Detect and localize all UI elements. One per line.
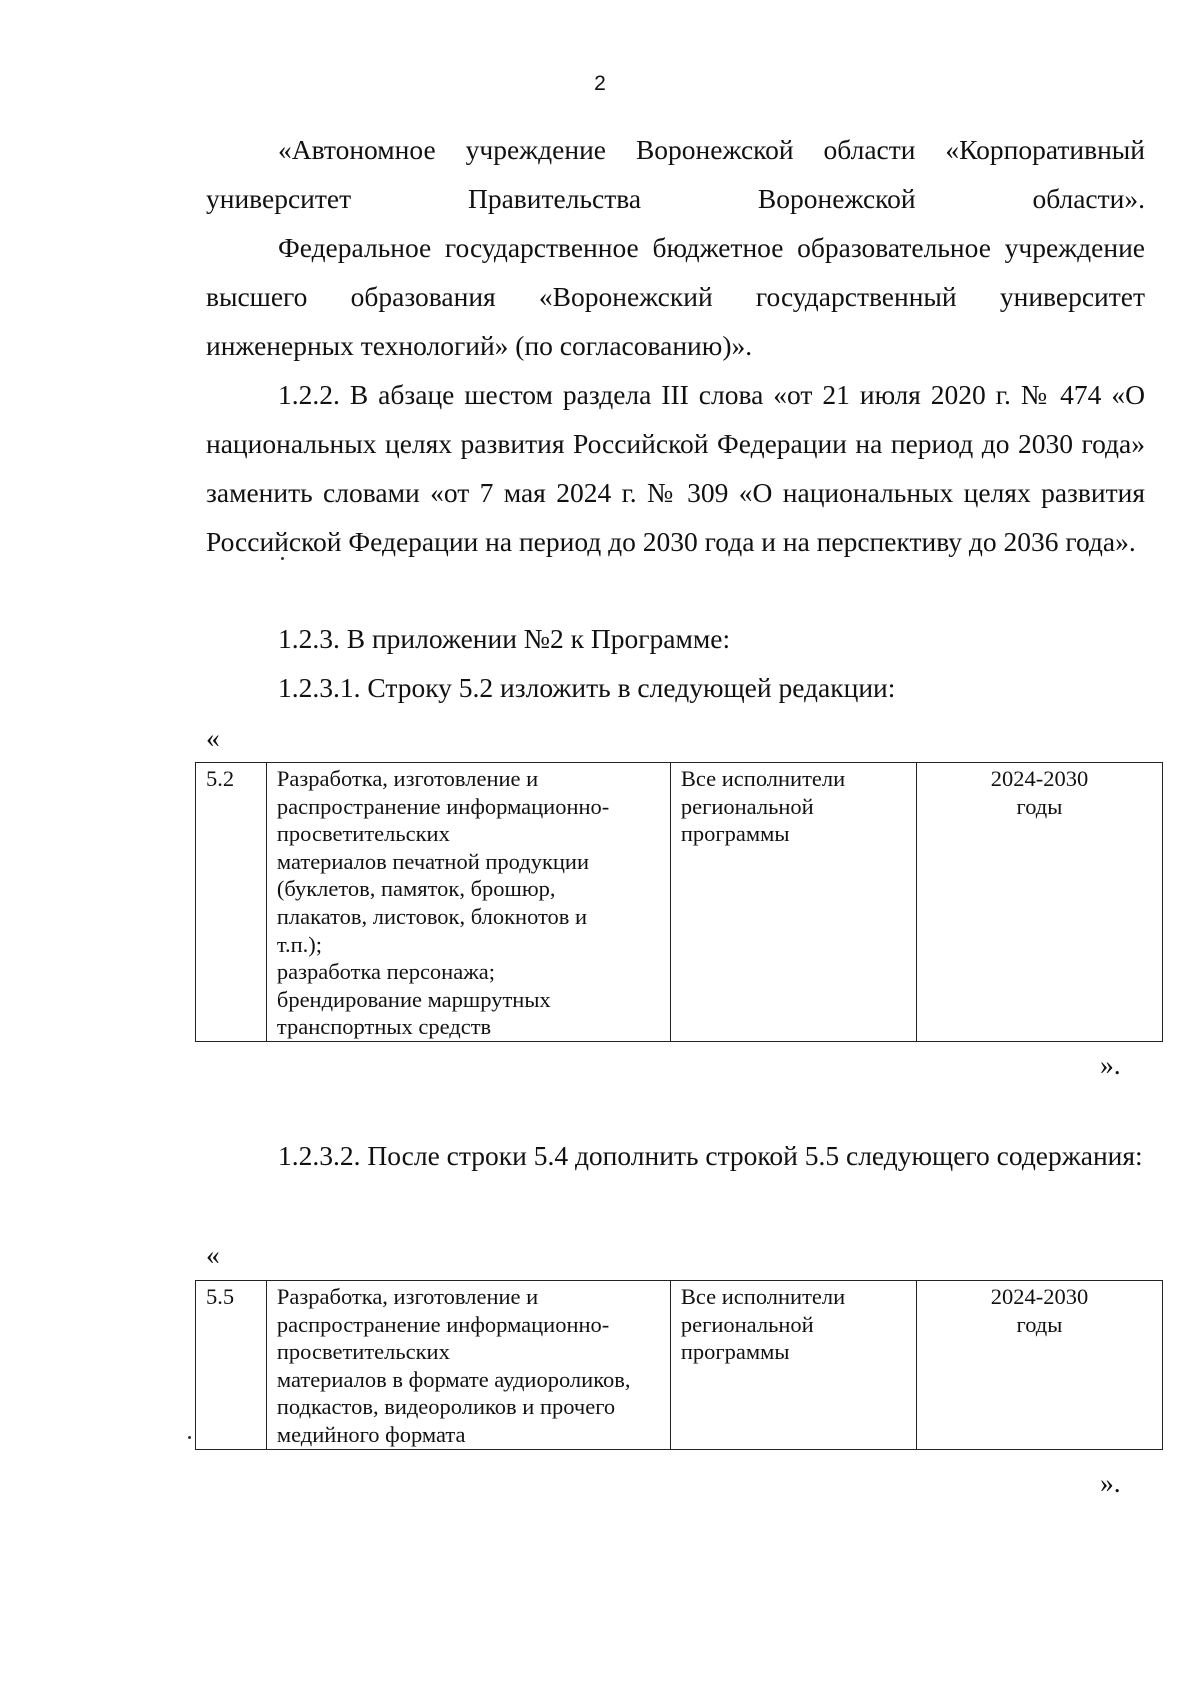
term-unit: годы [1016,793,1063,819]
description-line: (буклетов, памяток, брошюр, [276,876,556,902]
description-line: т.п.); [276,931,323,957]
table-row-5-2 [195,762,1163,1042]
term-cell [916,1281,1162,1450]
description-line: просветительских [276,1339,450,1365]
row-number-cell [196,763,267,1042]
table-row [196,1281,1163,1450]
description-line: плакатов, листовок, блокнотов и [276,903,588,929]
scan-speck [281,557,284,560]
description-line: материалов печатной продукции [276,848,590,874]
description-line: медийного формата [276,1421,466,1447]
term-years: 2024-2030 [990,1284,1089,1309]
description-line: просветительских [276,821,450,847]
executors-line: программы [680,821,790,847]
closing-quote-mark: ». [1100,1467,1121,1498]
paragraph-vsuet: Федеральное государственное бюджетное образовательное учреждение высшего образования «Воронежский государственный университет инженерных технологий» (по согласованию)». [206,232,1145,361]
term-cell [916,763,1162,1042]
term-unit: годы [1016,1311,1063,1337]
description-cell [266,1281,670,1450]
description-line: брендирование маршрутных [276,986,551,1012]
description-line: распространение информационно- [276,1311,610,1337]
row-number-cell [196,1281,267,1450]
description-line: Разработка, изготовление и [276,1284,539,1309]
executors-line: Все исполнители [680,1284,846,1309]
scan-speck [188,1436,191,1439]
opening-quote-mark: « [206,722,220,753]
description-line: подкастов, видеороликов и прочего [276,1394,616,1420]
description-line: разработка персонажа; [276,959,495,985]
table-row [196,763,1163,1042]
closing-quote-mark: ». [1100,1049,1121,1080]
paragraph-1-2-3-1: 1.2.3.1. Строку 5.2 изложить в следующей редакции: [278,672,896,703]
description-line: транспортных средств [276,1014,492,1040]
paragraph-1-2-3: 1.2.3. В приложении №2 к Программе: [278,623,731,654]
executors-line: Все исполнители [680,766,846,791]
opening-quote-mark: « [206,1239,220,1270]
executors-line: региональной [680,1311,814,1337]
description-line: материалов в формате аудиороликов, [276,1366,631,1392]
paragraph-1-2-3-2: 1.2.3.2. После строки 5.4 дополнить строкой 5.5 следующего содержания: [278,1140,1143,1171]
row-number: 5.2 [206,766,235,791]
executors-line: программы [680,1339,790,1365]
executors-cell [670,763,916,1042]
paragraph-corporate-university: «Автономное учреждение Воронежской области «Корпоративный университет Правительства Воронежской области». [206,134,1145,214]
page-number: 2 [594,72,606,95]
table-row-5-5 [195,1280,1163,1450]
description-line: распространение информационно- [276,793,610,819]
description-cell [266,763,670,1042]
term-years: 2024-2030 [990,766,1089,791]
description-line: Разработка, изготовление и [276,766,539,791]
executors-cell [670,1281,916,1450]
row-number: 5.5 [206,1284,235,1309]
executors-line: региональной [680,793,814,819]
paragraph-1-2-2: 1.2.2. В абзаце шестом раздела III слова «от 21 июля 2020 г. № 474 «О национальных целях развития Российской Федерации на период до 2030 года» заменить словами «от 7 мая 2024 г. № 309 «О национальных целях развития Российской Федерации на период до 2030 года и на перспективу до 2036 года». [206,379,1145,557]
